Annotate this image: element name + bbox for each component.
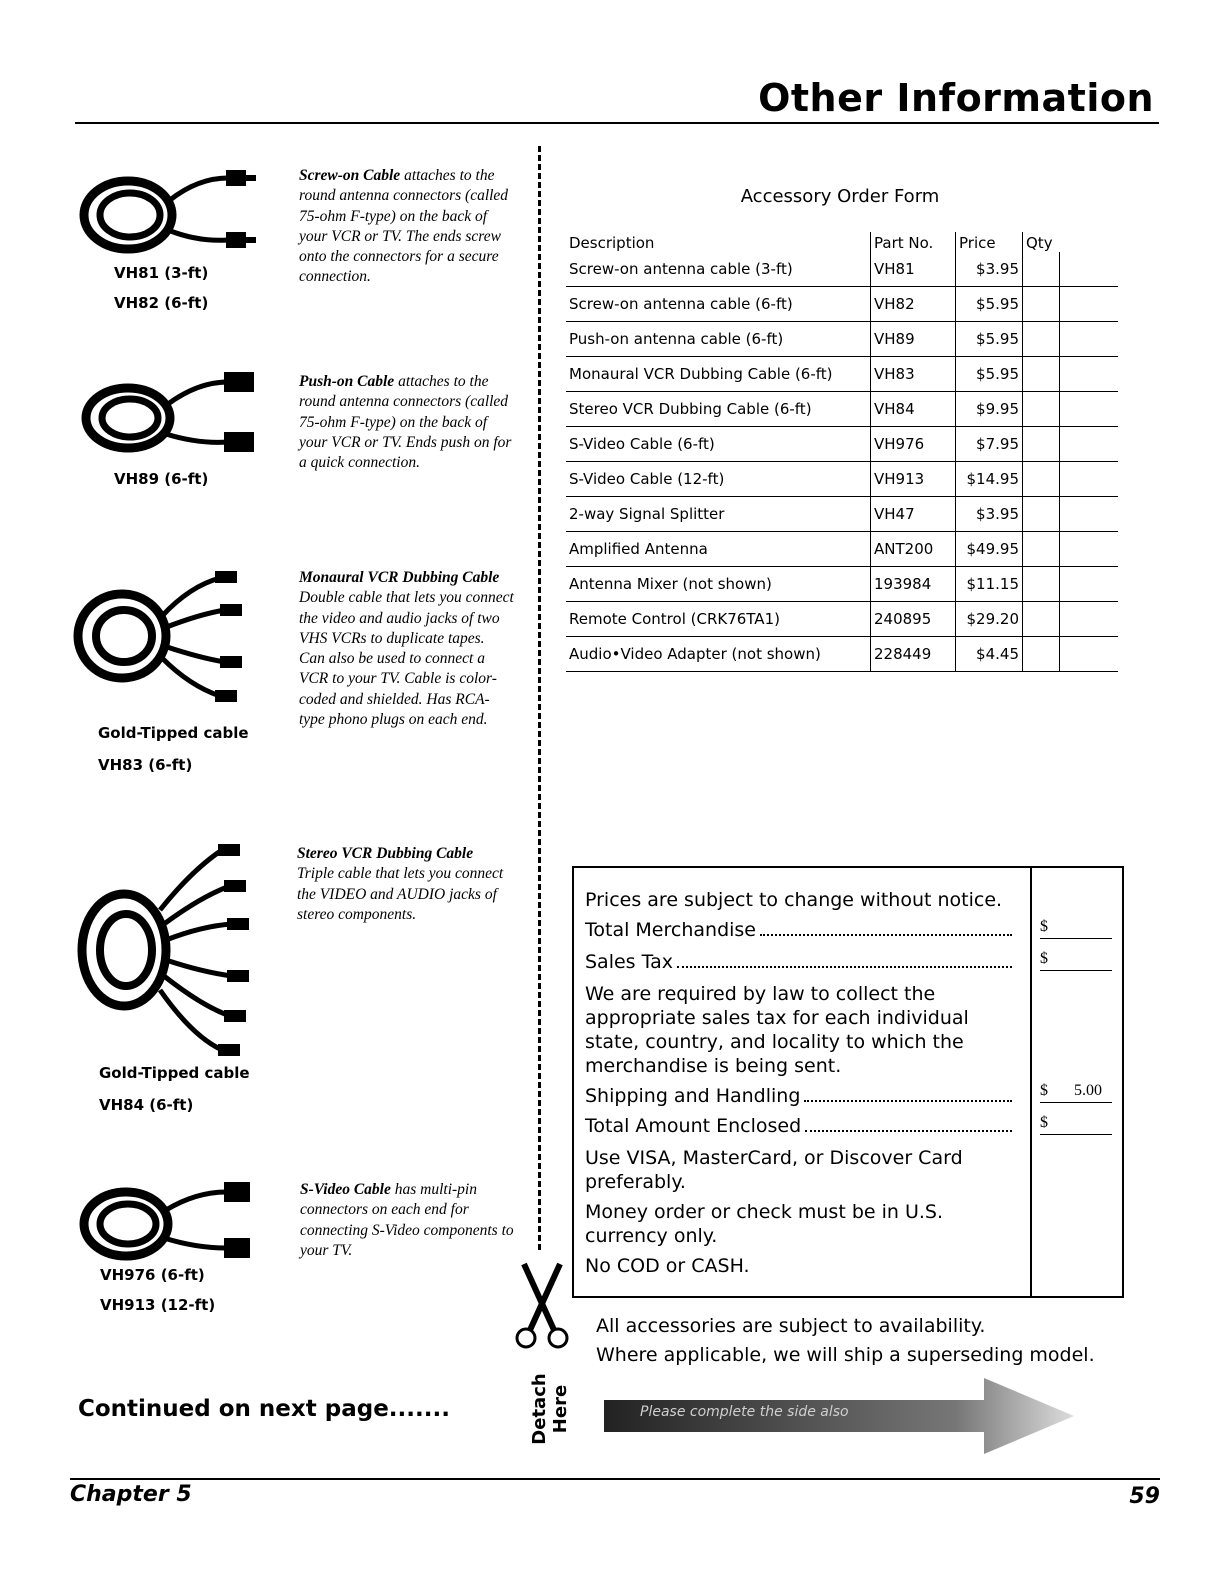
order-row (566, 532, 1118, 567)
availability-line-1: All accessories are subject to availability. (596, 1315, 986, 1337)
order-row-price: $7.95 (956, 427, 1023, 462)
order-row-part: VH81 (871, 252, 956, 287)
order-row (566, 637, 1118, 672)
order-row-amount-field[interactable] (1060, 567, 1119, 602)
page-number: 59 (1129, 1484, 1160, 1509)
s-video-cable-image (76, 1176, 256, 1272)
order-row-qty-field[interactable] (1023, 322, 1060, 357)
sales-tax-label: Sales Tax (585, 951, 673, 973)
order-row-price: $29.20 (956, 602, 1023, 637)
order-row-qty-field[interactable] (1023, 287, 1060, 322)
monaural-text: Double cable that lets you connect the video and audio jacks of two VHS VCRs to duplicate tapes. Can also be used to connect a VCR to your TV. Cable is color-coded and shielded. Has RCA-type phono plugs on each end. (299, 589, 514, 729)
currency-sign: $ (1040, 950, 1048, 967)
total-merchandise-field[interactable] (1040, 918, 1112, 939)
arrow-text: Please complete the side also (640, 1404, 849, 1420)
order-row-description: 2-way Signal Splitter (566, 497, 871, 532)
order-row-qty-field[interactable] (1023, 532, 1060, 567)
price-notice: Prices are subject to change without notice. (585, 889, 1003, 911)
total-enclosed-field[interactable] (1040, 1114, 1112, 1135)
order-row-description: Screw-on antenna cable (3-ft) (566, 252, 871, 287)
order-row-part: VH976 (871, 427, 956, 462)
currency-sign: $ (1040, 918, 1048, 935)
card-note: Use VISA, MasterCard, or Discover Card preferably. (585, 1147, 963, 1193)
currency-sign: $ (1040, 1114, 1048, 1131)
order-row (566, 427, 1118, 462)
stereo-description (297, 844, 512, 925)
order-row-amount-field[interactable] (1060, 602, 1119, 637)
sales-tax-row (585, 950, 1015, 974)
model-vh913: VH913 (12-ft) (100, 1296, 216, 1314)
order-row-amount-field[interactable] (1060, 462, 1119, 497)
order-row-price: $14.95 (956, 462, 1023, 497)
order-row-amount-field[interactable] (1060, 427, 1119, 462)
model-vh82: VH82 (6-ft) (114, 294, 209, 312)
order-row-qty-field[interactable] (1023, 392, 1060, 427)
order-row-price: $9.95 (956, 392, 1023, 427)
order-row-description: Amplified Antenna (566, 532, 871, 567)
order-row-qty-field[interactable] (1023, 427, 1060, 462)
model-vh89: VH89 (6-ft) (114, 470, 209, 488)
order-row-amount-field[interactable] (1060, 287, 1119, 322)
order-row-part: VH84 (871, 392, 956, 427)
order-row-price: $5.95 (956, 357, 1023, 392)
screw-on-name: Screw-on Cable (299, 167, 401, 184)
total-enclosed-row (585, 1114, 1015, 1138)
order-row (566, 567, 1118, 602)
order-row-description: Stereo VCR Dubbing Cable (6-ft) (566, 392, 871, 427)
order-row (566, 287, 1118, 322)
tax-note: We are required by law to collect the appropriate sales tax for each individual state, country, and locality to which the merchandise is being sent. (585, 983, 969, 1077)
s-video-text: has multi-pin connectors on each end for connecting S-Video components to your TV. (300, 1181, 514, 1259)
order-row-description: S-Video Cable (12-ft) (566, 462, 871, 497)
order-row-part: VH82 (871, 287, 956, 322)
screw-on-cable-image (78, 160, 258, 270)
availability-note (596, 1312, 1095, 1370)
order-row-price: $3.95 (956, 252, 1023, 287)
gold-tipped-label-vh84: Gold-Tipped cable (99, 1064, 250, 1082)
order-row-amount-field[interactable] (1060, 357, 1119, 392)
order-row-description: Screw-on antenna cable (6-ft) (566, 287, 871, 322)
order-row-amount-field[interactable] (1060, 532, 1119, 567)
order-row-qty-field[interactable] (1023, 637, 1060, 672)
monaural-name: Monaural VCR Dubbing Cable (299, 569, 500, 586)
order-row (566, 462, 1118, 497)
order-row (566, 357, 1118, 392)
model-vh976: VH976 (6-ft) (100, 1266, 205, 1284)
continued-note: Continued on next page....... (78, 1396, 450, 1422)
order-row-qty-field[interactable] (1023, 497, 1060, 532)
page-title: Other Information (758, 76, 1154, 120)
s-video-name: S-Video Cable (300, 1181, 391, 1198)
chapter-label: Chapter 5 (70, 1482, 192, 1507)
order-row-part: VH89 (871, 322, 956, 357)
order-form-table (566, 232, 1118, 672)
detach-here-label: Detach Here (529, 1373, 571, 1445)
order-row-part: 240895 (871, 602, 956, 637)
cod-note: No COD or CASH. (585, 1255, 750, 1277)
screw-on-description (299, 166, 514, 288)
order-row-description: Audio•Video Adapter (not shown) (566, 637, 871, 672)
scissors-icon (512, 1260, 572, 1350)
shipping-label: Shipping and Handling (585, 1085, 801, 1107)
model-vh81: VH81 (3-ft) (114, 264, 209, 282)
shipping-field[interactable] (1040, 1082, 1112, 1103)
sales-tax-field[interactable] (1040, 950, 1112, 971)
total-merchandise-row (585, 918, 1015, 942)
header-price: Price (956, 232, 1023, 252)
order-row-part: 228449 (871, 637, 956, 672)
order-row-price: $5.95 (956, 322, 1023, 357)
order-row-amount-field[interactable] (1060, 392, 1119, 427)
order-row-description: S-Video Cable (6-ft) (566, 427, 871, 462)
order-row-description: Antenna Mixer (not shown) (566, 567, 871, 602)
order-row-description: Remote Control (CRK76TA1) (566, 602, 871, 637)
stereo-text: Triple cable that lets you connect the VIDEO and AUDIO jacks of stereo components. (297, 865, 504, 923)
shipping-row (585, 1084, 1015, 1108)
total-merchandise-label: Total Merchandise (585, 919, 756, 941)
order-row-amount-field[interactable] (1060, 322, 1119, 357)
header-description: Description (569, 234, 655, 252)
shipping-value: 5.00 (1074, 1082, 1102, 1099)
order-row-qty-field[interactable] (1023, 252, 1060, 287)
monaural-cable-image (70, 566, 250, 706)
push-on-description (299, 372, 514, 473)
push-on-text: attaches to the round antenna connectors (called 75-ohm F-type) on the back of your VCR or TV. Ends push on for a quick connection. (299, 373, 512, 472)
footer-rule (70, 1478, 1160, 1480)
total-enclosed-label: Total Amount Enclosed (585, 1115, 802, 1137)
order-row (566, 322, 1118, 357)
currency-sign: $ (1040, 1082, 1048, 1099)
order-row-price: $49.95 (956, 532, 1023, 567)
push-on-cable-image (78, 370, 258, 470)
order-row (566, 497, 1118, 532)
push-on-name: Push-on Cable (299, 373, 395, 390)
order-row-part: 193984 (871, 567, 956, 602)
model-vh83: VH83 (6-ft) (98, 756, 193, 774)
gold-tipped-label-vh83: Gold-Tipped cable (98, 724, 249, 742)
order-row-description: Push-on antenna cable (6-ft) (566, 322, 871, 357)
order-row-price: $3.95 (956, 497, 1023, 532)
order-row (566, 252, 1118, 287)
detach-dashed-line (538, 146, 541, 1250)
order-row-amount-field[interactable] (1060, 637, 1119, 672)
money-note: Money order or check must be in U.S. currency only. (585, 1201, 944, 1247)
header-qty: Qty (1023, 232, 1060, 252)
order-row (566, 602, 1118, 637)
order-row-price: $5.95 (956, 287, 1023, 322)
stereo-name: Stereo VCR Dubbing Cable (297, 845, 474, 862)
monaural-description (299, 568, 514, 730)
order-row-qty-field[interactable] (1023, 602, 1060, 637)
order-row-part: ANT200 (871, 532, 956, 567)
order-row-amount-field[interactable] (1060, 497, 1119, 532)
order-row-qty-field[interactable] (1023, 462, 1060, 497)
model-vh84: VH84 (6-ft) (99, 1096, 194, 1114)
order-row-amount-field[interactable] (1060, 252, 1119, 287)
availability-line-2: Where applicable, we will ship a superseding model. (596, 1344, 1095, 1366)
screw-on-text: attaches to the round antenna connectors (called 75-ohm F-type) on the back of your VCR or TV. The ends screw onto the connectors for a secure connection. (299, 167, 509, 286)
header-rule (75, 122, 1159, 124)
order-row-part: VH913 (871, 462, 956, 497)
order-row-part: VH83 (871, 357, 956, 392)
order-row-qty-field[interactable] (1023, 567, 1060, 602)
order-form-header (566, 232, 1118, 252)
order-row (566, 392, 1118, 427)
s-video-description (300, 1180, 515, 1261)
order-form-title: Accessory Order Form (740, 186, 940, 207)
order-row-price: $11.15 (956, 567, 1023, 602)
order-row-qty-field[interactable] (1023, 357, 1060, 392)
order-row-description: Monaural VCR Dubbing Cable (6-ft) (566, 357, 871, 392)
header-part: Part No. (871, 232, 956, 252)
order-row-part: VH47 (871, 497, 956, 532)
stereo-cable-image (72, 840, 252, 1060)
order-row-price: $4.45 (956, 637, 1023, 672)
totals-box-divider (1030, 866, 1032, 1296)
